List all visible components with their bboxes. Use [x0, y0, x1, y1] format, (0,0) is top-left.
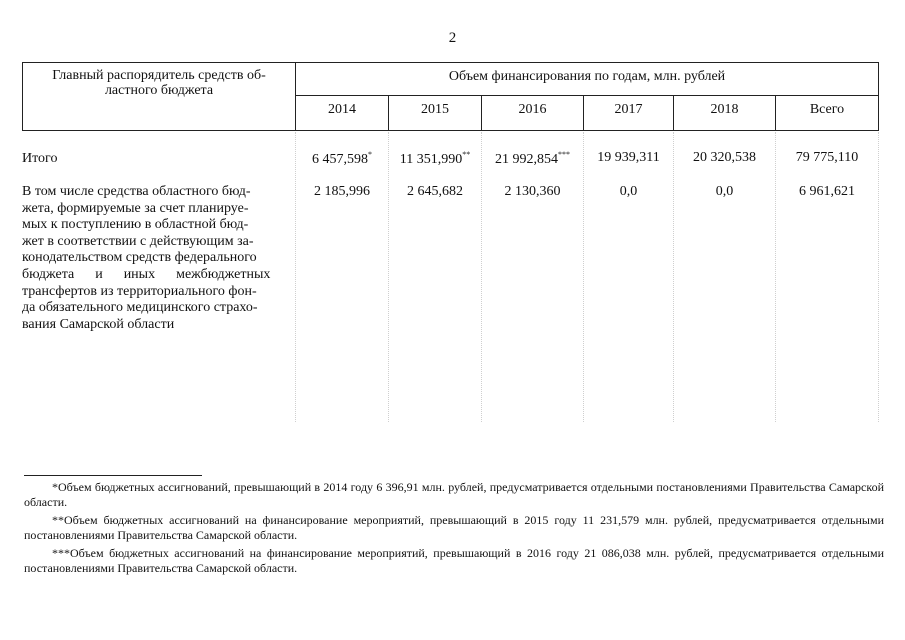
including-cell-all: 6 961,621 — [799, 184, 855, 199]
column-guide — [673, 132, 674, 422]
total-row-label: Итого — [22, 151, 58, 166]
total-cell-2016: 21 992,854*** — [495, 150, 570, 167]
page-number: 2 — [448, 30, 457, 46]
including-cell-2018: 0,0 — [715, 184, 734, 199]
financing-span-header: Объем финансирования по годам, млн. рублей — [448, 69, 726, 84]
including-label-line: жета, формируемые за счет планируе- — [22, 200, 249, 216]
including-label-line: мых к поступлению в областной бюд- — [22, 217, 249, 233]
financing-table — [22, 62, 879, 422]
total-cell-2014: 6 457,598* — [312, 150, 372, 167]
including-cell-2017: 0,0 — [619, 184, 638, 199]
header-bottom-border — [22, 130, 879, 131]
column-guide — [295, 132, 296, 422]
year-header-2017: 2017 — [614, 102, 643, 117]
distributor-header-line: Главный распорядитель средств об- — [52, 68, 266, 83]
year-header-2015: 2015 — [421, 102, 449, 117]
year-header-2016: 2016 — [518, 102, 547, 117]
column-guide — [583, 132, 584, 422]
total-cell-2015: 11 351,990** — [399, 150, 471, 167]
including-cell-2015: 2 645,682 — [407, 184, 463, 199]
column-guide — [878, 132, 879, 422]
footnote-1: *Объем бюджетных ассигнований, превышающий в 2014 году 6 396,91 млн. рублей, предусматривается отдельными постановлениями Правительства Самарской области. — [24, 480, 884, 509]
including-label-line: да обязательного медицинского страхо- — [22, 300, 258, 316]
including-label-line: трансфертов из территориального фон- — [22, 283, 257, 299]
total-cell-2018: 20 320,538 — [693, 150, 756, 165]
total-cell-all: 79 775,110 — [795, 150, 859, 165]
footnote-mark: * — [368, 150, 372, 159]
footnote-mark: *** — [558, 150, 570, 159]
including-label-line: В том числе средства областного бюд- — [22, 184, 251, 199]
year-header-2014: 2014 — [328, 102, 356, 117]
header-divider — [295, 95, 879, 96]
distributor-header-text — [28, 68, 290, 98]
distributor-column-header — [28, 68, 290, 98]
total-cell-2017: 19 939,311 — [597, 150, 660, 165]
table-top-border — [22, 62, 879, 63]
including-label-line: вания Самарской области — [22, 316, 175, 332]
including-row-label — [22, 184, 292, 333]
including-cell-2016: 2 130,360 — [504, 184, 561, 199]
year-header-total: Всего — [809, 102, 845, 117]
year-header-2018: 2018 — [710, 102, 739, 117]
distributor-header-line: ластного бюджета — [104, 83, 214, 98]
footnotes — [24, 480, 884, 579]
including-cell-2014: 2 185,996 — [314, 184, 370, 199]
column-guide — [775, 132, 776, 422]
column-guide — [388, 132, 389, 422]
footnote-3: ***Объем бюджетных ассигнований на финансирование мероприятий, превышающий в 2016 году 21 086,038 млн. рублей, предусматривается отдельными постановлениями Правительства Самарской области. — [24, 546, 884, 575]
table-right-border — [878, 62, 879, 131]
table-left-border — [22, 62, 23, 131]
footnote-mark: ** — [462, 150, 471, 159]
including-label-line: бюджета и иных межбюджетных — [22, 266, 271, 282]
column-guide — [481, 132, 482, 422]
footnote-separator — [24, 475, 202, 476]
footnote-2: **Объем бюджетных ассигнований на финансирование мероприятий, превышающий в 2015 году 11 231,579 млн. рублей, предусматривается отдельными постановлениями Правительства Самарской области. — [24, 513, 884, 542]
including-label-line: конодательством средств федерального — [22, 250, 257, 266]
including-label-line: жет в соответствии с действующим за- — [22, 233, 254, 249]
